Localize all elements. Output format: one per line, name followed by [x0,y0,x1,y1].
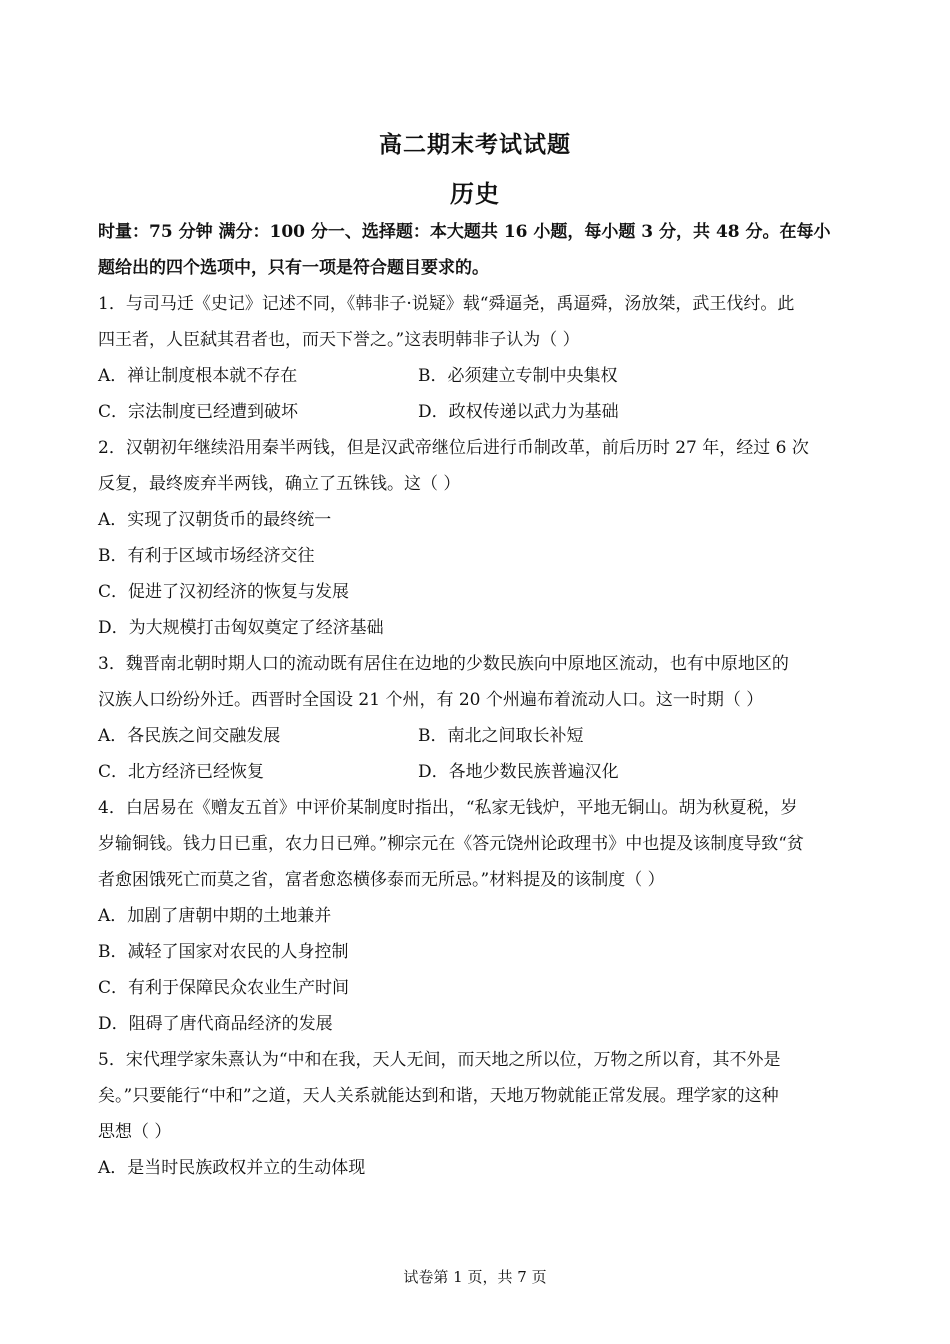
question-2-line-2: 反复，最终废弃半两钱，确立了五铢钱。这（ ） [98,474,461,494]
question-2-line-1: 2．汉朝初年继续沿用秦半两钱，但是汉武帝继位后进行币制改革，前后历时 27 年，经过 6 次 [98,438,809,458]
question-1-line-1: 1．与司马迁《史记》记述不同，《韩非子·说疑》载“舜逼尧，禹逼舜，汤放桀，武王伐纣。此 [98,294,795,314]
question-4-option-c: C．有利于保障民众农业生产时间 [98,978,350,998]
question-3-option-a: A．各民族之间交融发展 [98,726,281,746]
exam-title: 高二期末考试试题 [379,131,571,158]
question-4-line-2: 岁输铜钱。钱力日已重，农力日已殚。”柳宗元在《答元饶州论政理书》中也提及该制度导致“贫 [98,834,804,854]
intro-line-1: 时量：75 分钟 满分：100 分一、选择题：本大题共 16 小题，每小题 3 分，共 48 分。在每小 [98,222,831,242]
question-5-line-2: 矣。”只要能行“中和”之道，天人关系就能达到和谐，天地万物就能正常发展。理学家的这种 [98,1086,779,1106]
page-footer: 试卷第 1 页，共 7 页 [403,1268,547,1286]
question-5-option-a: A．是当时民族政权并立的生动体现 [98,1158,366,1178]
question-3-line-2: 汉族人口纷纷外迁。西晋时全国设 21 个州，有 20 个州遍布着流动人口。这一时期（ ） [98,690,764,710]
question-3-options-row-1 [98,718,858,754]
question-3-options-row-2 [98,754,858,790]
question-4-line-3: 者愈困饿死亡而莫之省，富者愈恣横侈泰而无所忌。”材料提及的该制度（ ） [98,870,665,890]
question-1-option-c: C．宗法制度已经遭到破坏 [98,402,299,422]
question-2-option-a: A．实现了汉朝货币的最终统一 [98,510,332,530]
question-1-options-row-2 [98,394,858,430]
question-2-option-b: B．有利于区域市场经济交往 [98,546,315,566]
question-4-option-b: B．减轻了国家对农民的人身控制 [98,942,349,962]
question-2-option-d: D．为大规模打击匈奴奠定了经济基础 [98,618,384,638]
question-2-option-c: C．促进了汉初经济的恢复与发展 [98,582,350,602]
question-3-option-b: B．南北之间取长补短 [418,726,584,746]
question-1-option-b: B．必须建立专制中央集权 [418,366,618,386]
question-5-line-1: 5．宋代理学家朱熹认为“中和在我，天人无间，而天地之所以位，万物之所以育，其不外是 [98,1050,781,1070]
question-1-line-2: 四王者，人臣弑其君者也，而天下誉之。”这表明韩非子认为（ ） [98,330,580,350]
exam-body [98,214,858,1186]
question-3-line-1: 3．魏晋南北朝时期人口的流动既有居住在边地的少数民族向中原地区流动，也有中原地区的 [98,654,789,674]
question-5-line-3: 思想（ ） [98,1122,172,1142]
question-1-options-row-1 [98,358,858,394]
question-4-line-1: 4．白居易在《赠友五首》中评价某制度时指出，“私家无钱炉，平地无铜山。胡为秋夏税，岁 [98,798,798,818]
intro-line-2: 题给出的四个选项中，只有一项是符合题目要求的。 [98,258,489,278]
question-3-option-c: C．北方经济已经恢复 [98,762,265,782]
question-3-option-d: D．各地少数民族普遍汉化 [418,762,619,782]
question-1-option-a: A．禅让制度根本就不存在 [98,366,298,386]
question-4-option-d: D．阻碍了唐代商品经济的发展 [98,1014,333,1034]
subject-title: 历史 [450,179,500,208]
question-1-option-d: D．政权传递以武力为基础 [418,402,619,422]
question-4-option-a: A．加剧了唐朝中期的土地兼并 [98,906,332,926]
